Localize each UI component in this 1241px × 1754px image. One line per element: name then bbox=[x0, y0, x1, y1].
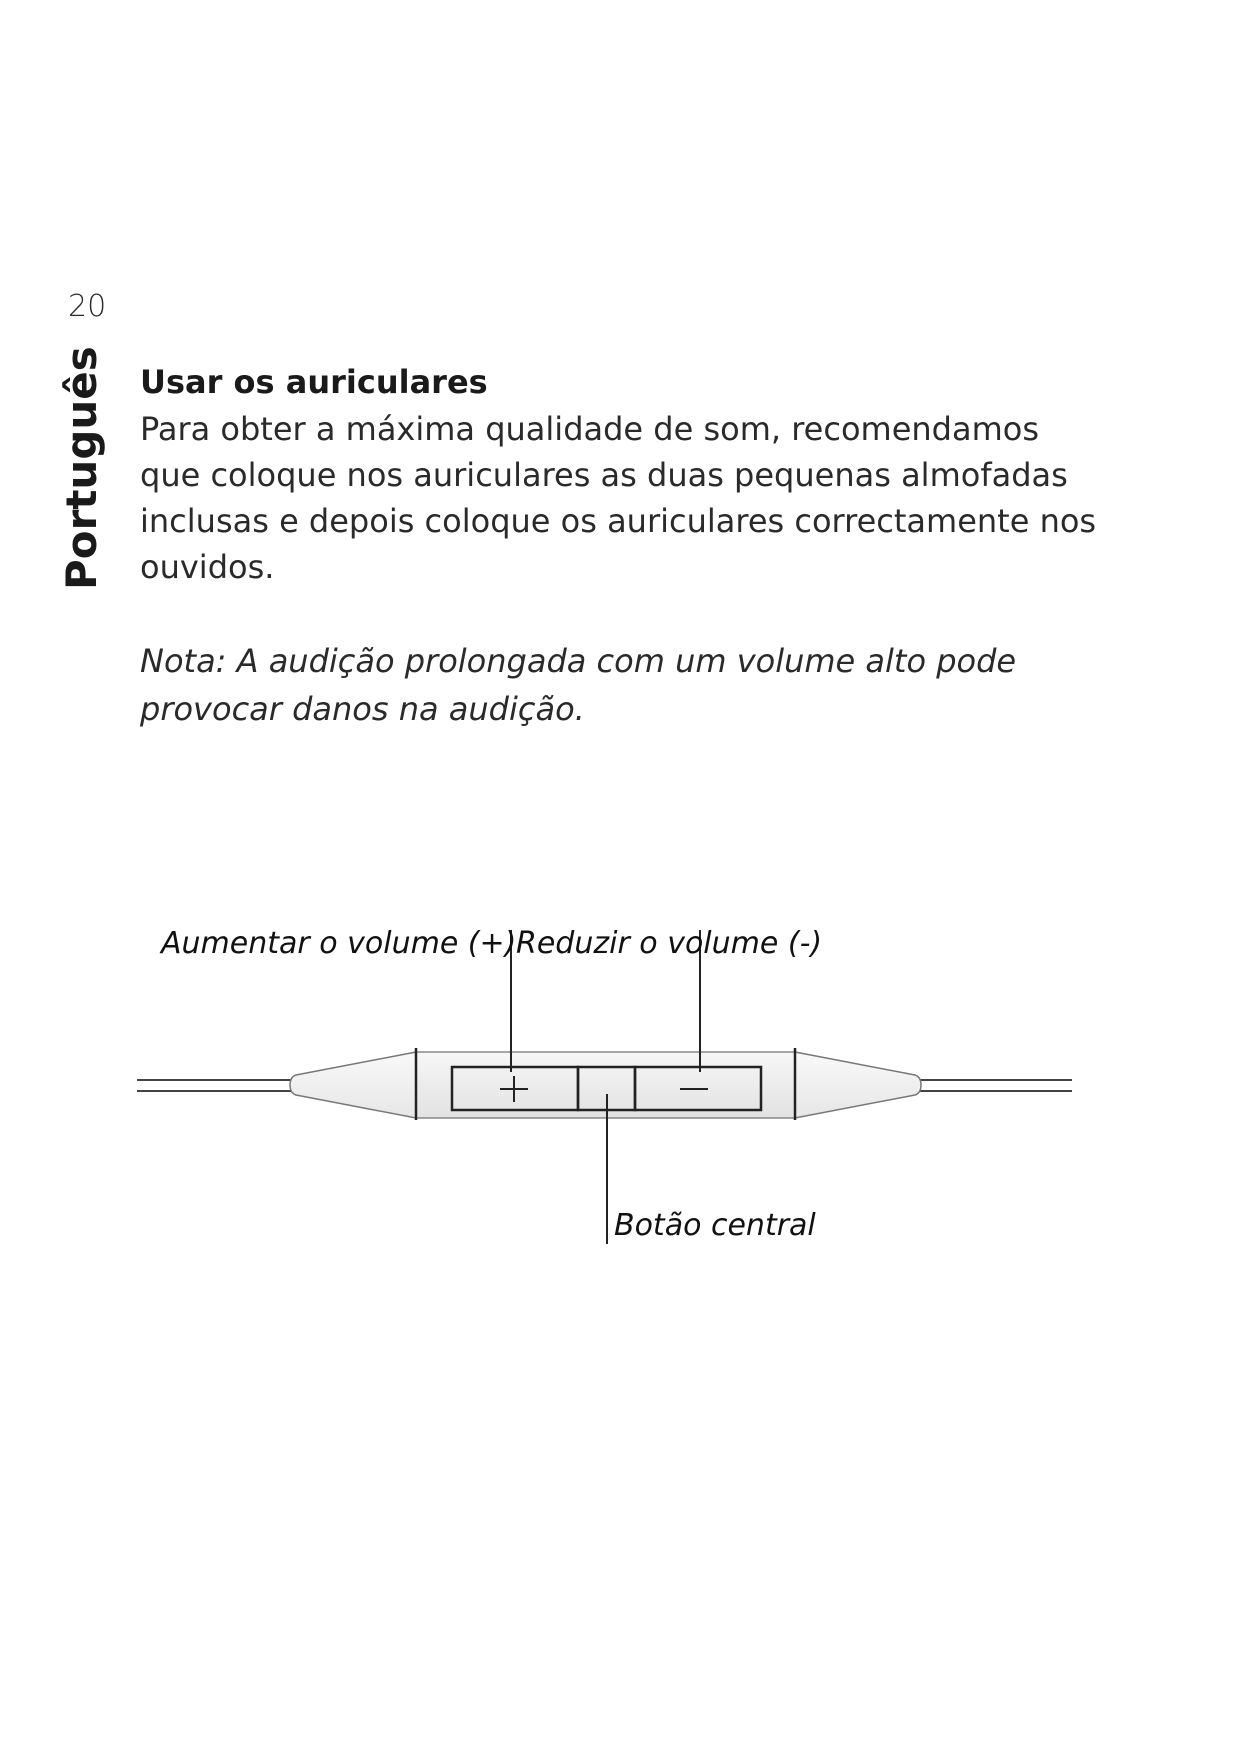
remote-body bbox=[416, 1052, 795, 1118]
volume-up-button[interactable] bbox=[452, 1067, 578, 1110]
page-number: 20 bbox=[68, 289, 107, 324]
label-center-button: Botão central bbox=[614, 1208, 816, 1243]
connector-right bbox=[795, 1052, 921, 1118]
label-volume-down: Reduzir o volume (-) bbox=[516, 926, 823, 961]
center-button[interactable] bbox=[578, 1067, 635, 1110]
volume-down-button[interactable] bbox=[635, 1067, 761, 1110]
label-volume-up: Aumentar o volume (+) bbox=[161, 926, 517, 961]
section-heading: Usar os auriculares bbox=[140, 363, 488, 401]
note-line: provocar danos na audição. bbox=[140, 690, 585, 728]
body-line: que coloque nos auriculares as duas pequenas almofadas bbox=[140, 456, 1068, 494]
body-paragraph bbox=[140, 406, 1100, 590]
body-line: Para obter a máxima qualidade de som, recomendamos bbox=[140, 410, 1040, 448]
connector-left bbox=[290, 1052, 416, 1118]
note-paragraph bbox=[140, 637, 1100, 733]
note-line: Nota: A audição prolongada com um volume alto pode bbox=[140, 642, 1017, 680]
cable-left bbox=[137, 1080, 292, 1091]
body-line: ouvidos. bbox=[140, 548, 275, 586]
language-tab: Português bbox=[57, 346, 106, 590]
body-line: inclusas e depois coloque os auriculares correctamente nos bbox=[140, 502, 1097, 540]
cable-right bbox=[917, 1080, 1072, 1091]
